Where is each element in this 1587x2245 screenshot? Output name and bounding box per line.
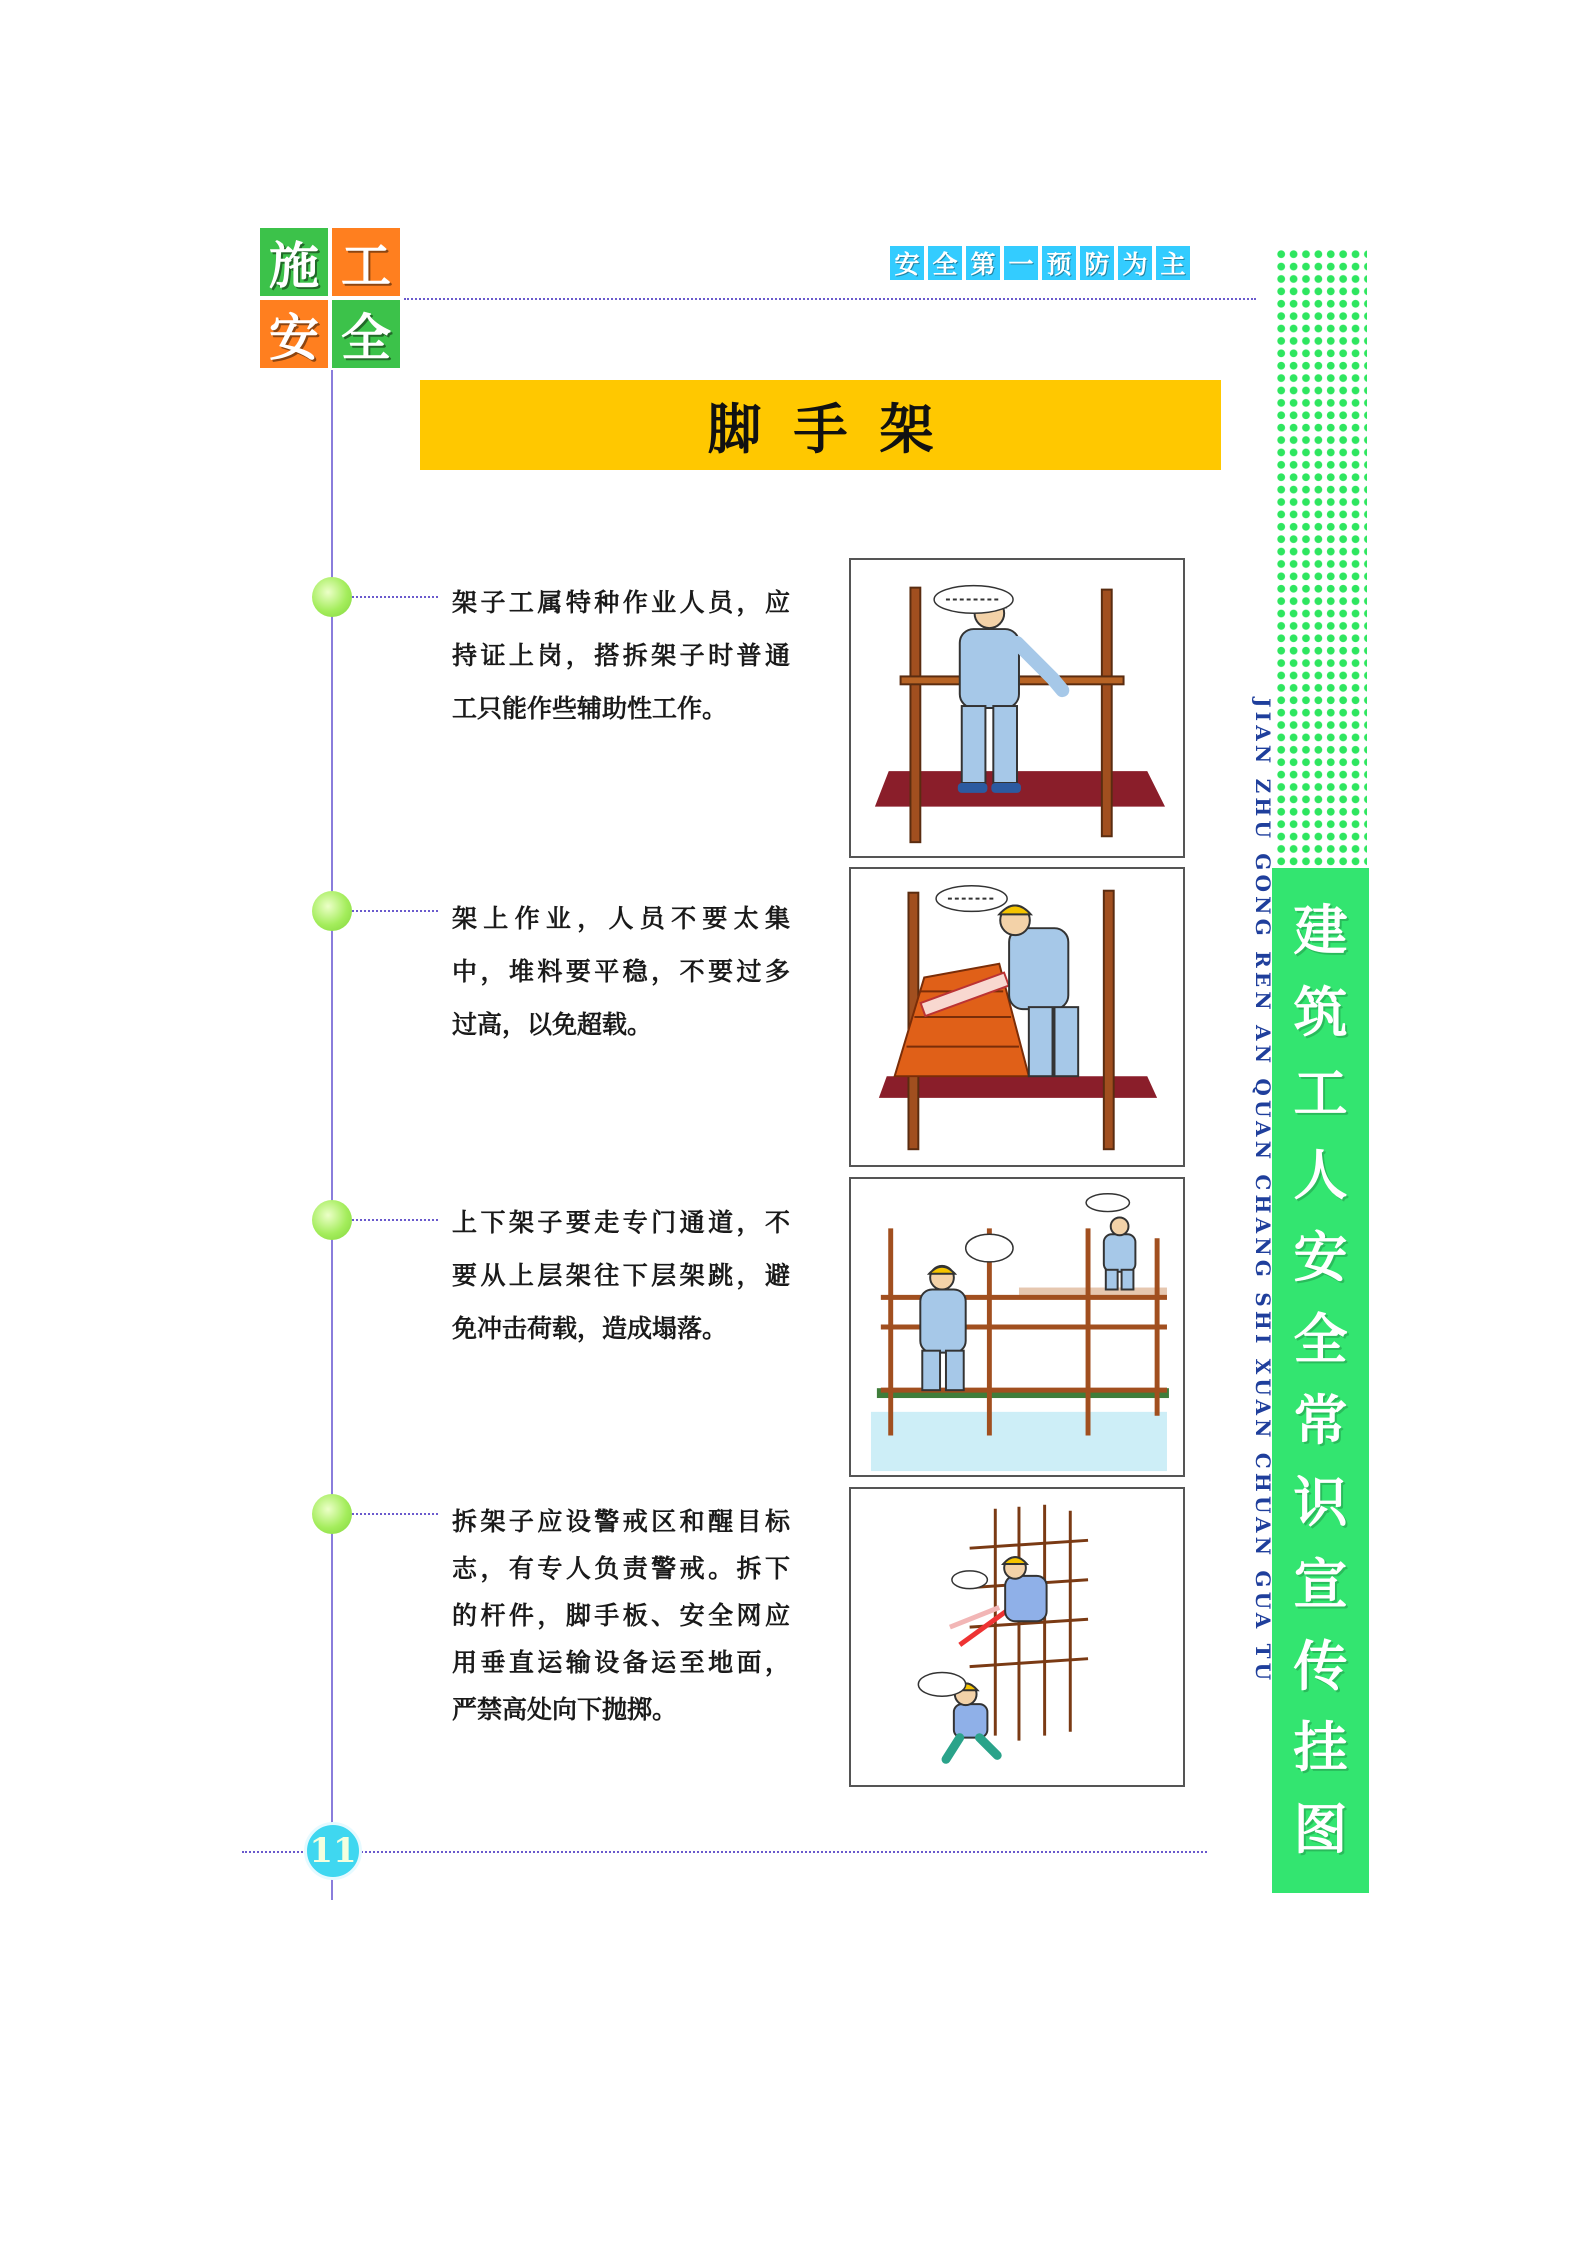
slogan-char: 防 (1080, 246, 1114, 280)
slogan-char: 一 (1004, 246, 1038, 280)
vertical-title-char: 识 (1293, 1471, 1348, 1535)
rule-line: 拆架子应设警戒区和醒目标 (452, 1507, 790, 1536)
dismantling-scaffold-illustration (851, 1489, 1183, 1785)
rule-line: 严禁高处向下抛掷。 (452, 1695, 678, 1724)
vertical-title-char: 图 (1293, 1798, 1348, 1862)
pinyin-subtitle: JIAN ZHU GONG REN AN QUAN CHANG SHI XUAN CHUAN GUA TU (1251, 698, 1275, 1685)
badge-char: 工 (330, 226, 402, 298)
vertical-title-char: 建 (1293, 898, 1348, 962)
slogan-char: 主 (1156, 246, 1190, 280)
bottom-rule (242, 1851, 1207, 1853)
bullet-connector (352, 1513, 438, 1515)
section-badge (258, 226, 402, 370)
slogan-char: 安 (890, 246, 924, 280)
rule-line: 志，有专人负责警戒。拆下 (452, 1554, 790, 1583)
bullet-dot (312, 1200, 352, 1240)
illustration-panel-4 (849, 1487, 1185, 1787)
vertical-title-char: 挂 (1293, 1716, 1348, 1780)
rule-line: 工只能作些辅助性工作。 (452, 694, 728, 723)
bullet-connector (352, 596, 438, 598)
illustration-panel-1 (849, 558, 1185, 858)
bullet-dot (312, 577, 352, 617)
slogan-char: 为 (1118, 246, 1152, 280)
illustration-panel-2 (849, 867, 1185, 1167)
illustration-panel-3 (849, 1177, 1185, 1477)
worker-on-scaffold-illustration (851, 560, 1183, 856)
vertical-title-char: 工 (1293, 1062, 1348, 1126)
slogan-char: 预 (1042, 246, 1076, 280)
vertical-title-strip (1272, 868, 1369, 1893)
bullet-dot (312, 1494, 352, 1534)
vertical-title-char: 筑 (1293, 980, 1348, 1044)
rule-line: 要从上层架往下层架跳，避 (452, 1261, 790, 1290)
vertical-title-char: 全 (1293, 1307, 1348, 1371)
rule-text-1 (452, 576, 790, 735)
vertical-title-char: 宣 (1293, 1552, 1348, 1616)
rule-text-3 (452, 1196, 790, 1355)
decorative-dot-grid (1275, 248, 1367, 868)
badge-char: 施 (258, 226, 330, 298)
bullet-connector (352, 910, 438, 912)
vertical-title-char: 常 (1293, 1389, 1348, 1453)
slogan-strip (890, 246, 1190, 280)
slogan-char: 全 (928, 246, 962, 280)
rule-line: 上下架子要走专门通道，不 (452, 1208, 790, 1237)
slogan-char: 第 (966, 246, 1000, 280)
rule-line: 用垂直运输设备运至地面， (452, 1648, 790, 1677)
page-title: 脚手架 (707, 397, 966, 461)
rule-line: 架子工属特种作业人员，应 (452, 588, 790, 617)
rule-text-2 (452, 892, 790, 1051)
page-number: 11 (304, 1822, 362, 1880)
rule-line: 免冲击荷载，造成塌落。 (452, 1314, 728, 1343)
vertical-title-char: 人 (1293, 1144, 1348, 1208)
bullet-dot (312, 891, 352, 931)
worker-stacking-bricks-illustration (851, 869, 1183, 1165)
rule-line: 过高，以免超载。 (452, 1010, 653, 1039)
rule-line: 架上作业，人员不要太集 (452, 904, 790, 933)
rule-line: 的杆件，脚手板、安全网应 (452, 1601, 790, 1630)
bullet-connector (352, 1219, 438, 1221)
rule-text-4 (452, 1498, 790, 1733)
rule-line: 持证上岗，搭拆架子时普通 (452, 641, 790, 670)
vertical-title-char: 安 (1293, 1225, 1348, 1289)
scaffold-levels-illustration (851, 1179, 1183, 1475)
title-banner (420, 380, 1221, 470)
rule-line: 中，堆料要平稳，不要过多 (452, 957, 790, 986)
vertical-title-char: 传 (1293, 1634, 1348, 1698)
badge-char: 安 (258, 298, 330, 370)
top-rule (404, 298, 1256, 300)
badge-char: 全 (330, 298, 402, 370)
